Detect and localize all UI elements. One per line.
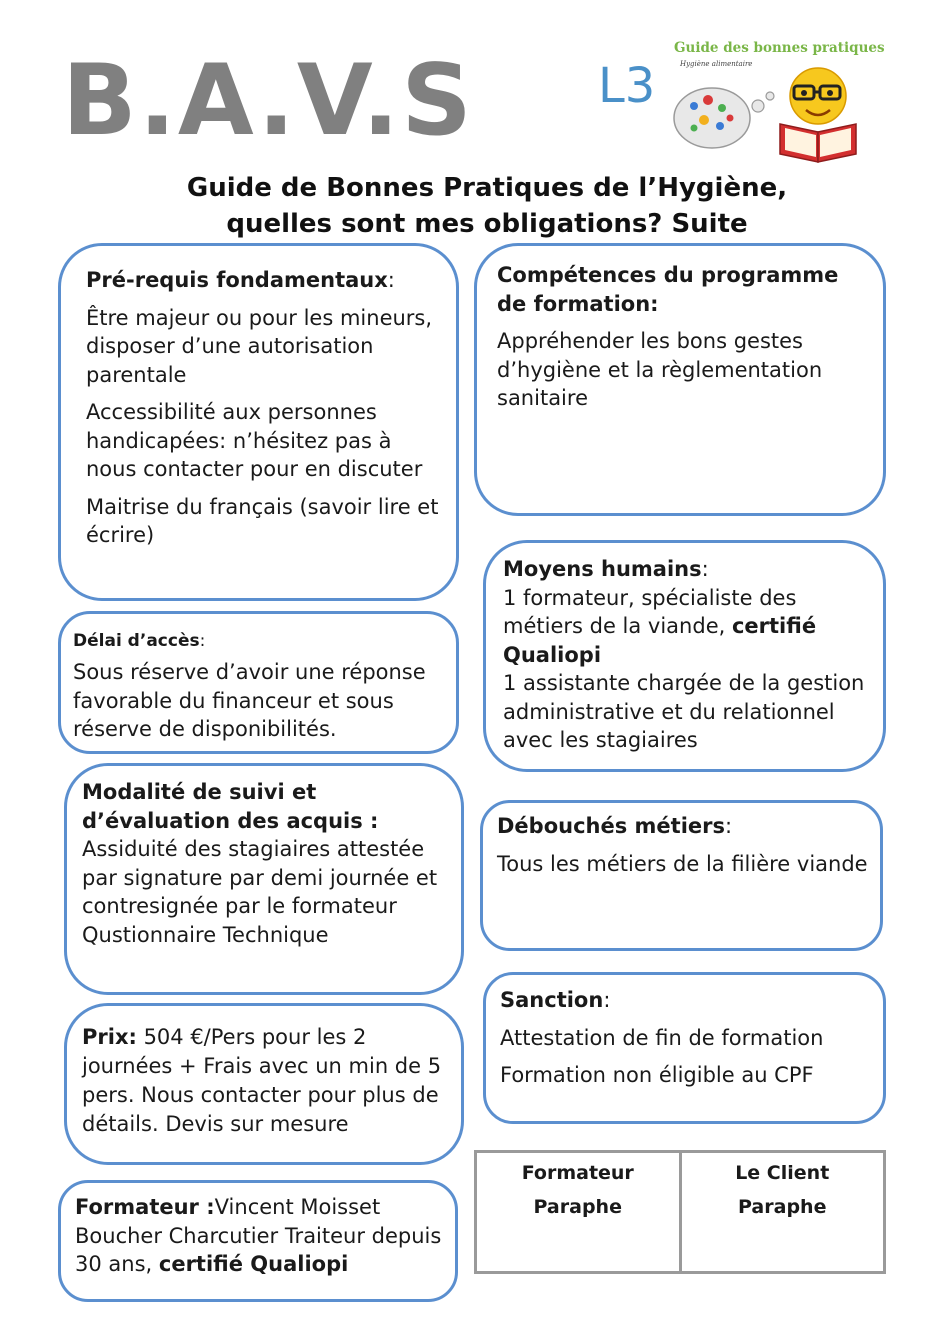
sanction-line1: Attestation de fin de formation [500, 1025, 824, 1050]
delai-heading: Délai d’accès [73, 631, 200, 651]
signature-formateur-paraphe: Paraphe [533, 1196, 622, 1218]
signature-table [474, 1150, 886, 1274]
debouches-box [480, 800, 883, 951]
logo-title: Guide des bonnes pratiques [674, 40, 885, 56]
competences-box [474, 243, 886, 516]
modalite-heading: Modalité de suivi et d’évaluation des acquis : [82, 780, 379, 833]
moyens-assistante: 1 assistante chargée de la gestion administrative et du relationnel avec les stagiaires [503, 671, 865, 752]
signature-formateur-title: Formateur [521, 1162, 634, 1184]
modalite-text2: Qustionnaire Technique [82, 922, 329, 947]
prix-text: 504 €/Pers pour les 2 journées + Frais avec un min de 5 pers. Nous contacter pour plus de détails. Devis sur mesure [82, 1025, 442, 1136]
moyens-formateur: 1 formateur, spécialiste des métiers de la viande, [503, 585, 797, 638]
level-label: L3 [598, 58, 656, 114]
debouches-colon: : [725, 814, 733, 838]
delai-text: Sous réserve d’avoir une réponse favorable du financeur et sous réserve de disponibilités. [73, 660, 426, 741]
signature-cell-formateur [477, 1153, 679, 1271]
signature-cell-client [679, 1153, 884, 1271]
page-title-line1: Guide de Bonnes Pratiques de l’Hygiène, [186, 173, 788, 203]
smiley-reading-icon [780, 68, 856, 162]
prerequis-item-accessibility: Accessibilité aux personnes handicapées: n’hésitez pas à nous contacter pour en discuter [86, 400, 423, 481]
signature-client-paraphe: Paraphe [738, 1196, 827, 1218]
guide-logo [668, 36, 885, 164]
formateur-text: Vincent Moisset Boucher Charcutier Traiteur depuis 30 ans, [75, 1195, 442, 1276]
prix-heading: Prix: [82, 1025, 137, 1049]
logo-subtitle: Hygiène alimentaire [680, 60, 753, 68]
prix-box [64, 1003, 464, 1165]
modalite-box [64, 763, 464, 995]
page-title-line2: quelles sont mes obligations? Suite [226, 209, 748, 239]
prerequis-colon: : [387, 268, 395, 292]
prerequis-heading: Pré-requis fondamentaux [86, 268, 388, 292]
sanction-heading: Sanction [500, 988, 604, 1012]
sanction-colon: : [603, 988, 611, 1012]
delai-colon: : [199, 631, 206, 651]
debouches-text: Tous les métiers de la filière viande [497, 851, 868, 876]
delai-box [58, 611, 459, 754]
sanction-line2: Formation non éligible au CPF [500, 1063, 814, 1087]
formateur-box [58, 1180, 458, 1302]
prerequis-item-french: Maitrise du français (savoir lire et écrire) [86, 494, 439, 547]
moyens-certification: certifié Qualiopi [503, 614, 817, 667]
debouches-heading: Débouchés métiers [497, 814, 725, 838]
prerequis-item-age: Être majeur ou pour les mineurs, disposer d’une autorisation parentale [86, 305, 433, 387]
modalite-text: Assiduité des stagiaires attestée par signature par demi journée et contresignée par le formateur [82, 837, 438, 918]
formateur-certification: certifié Qualiopi [158, 1252, 349, 1276]
formateur-heading: Formateur : [75, 1195, 215, 1219]
moyens-box [483, 540, 886, 772]
brand-logo-text: B.A.V.S [62, 44, 474, 158]
prerequis-box [58, 243, 459, 601]
moyens-colon: : [701, 557, 709, 581]
signature-client-title: Le Client [735, 1162, 830, 1184]
thought-bubble-icon [668, 66, 878, 164]
sanction-box [483, 972, 886, 1124]
moyens-heading: Moyens humains [503, 557, 702, 581]
competences-text: Appréhender les bons gestes d’hygiène et la règlementation sanitaire [497, 329, 823, 410]
competences-heading: Compétences du programme de formation: [497, 263, 839, 316]
